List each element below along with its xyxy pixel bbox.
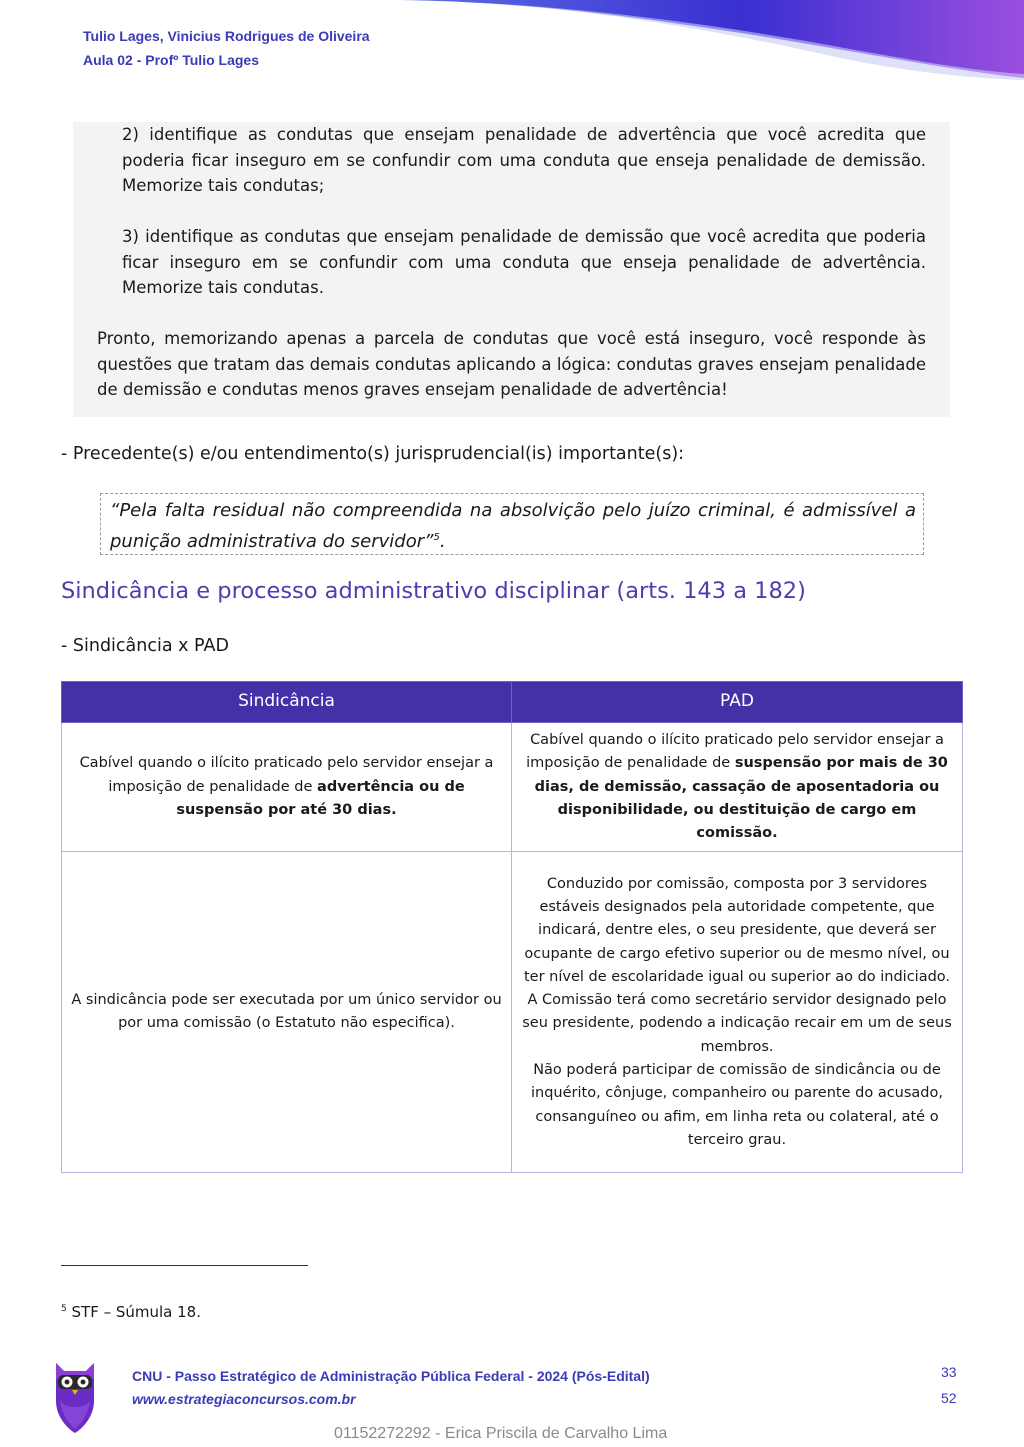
cell-bold-text: suspensão por mais de 30 dias, de demissão, cassação de aposentadoria ou disponibilidade, ou destituição de cargo em comissão. <box>534 755 948 842</box>
footer-site-link[interactable]: www.estrategiaconcursos.com.br <box>132 1391 356 1407</box>
quote-footnote-ref[interactable]: 5 <box>433 532 440 543</box>
header-pad: PAD <box>512 682 963 723</box>
watermark: 01152272292 - Erica Priscila de Carvalho Lima <box>334 1425 668 1442</box>
cell-text: Cabível quando o ilícito praticado pelo servidor ensejar a imposição de penalidade de <box>526 732 944 772</box>
owl-logo-icon <box>52 1357 98 1433</box>
table-header-row <box>62 682 963 723</box>
footnote <box>61 1303 201 1321</box>
footnote-text: STF – Súmula 18. <box>71 1303 201 1321</box>
comparison-table <box>61 681 963 1173</box>
tip-item-2: 2) identifique as condutas que ensejam penalidade de advertência que você acredita que poderia ficar inseguro em se confundir com uma conduta que enseja penalidade de demissão. Memorize tais condutas; <box>122 125 926 195</box>
cell-text: Cabível quando o ilícito praticado pelo servidor ensejar a imposição de penalidade de <box>79 755 494 795</box>
quote-body: “Pela falta residual não compreendida na absolvição pelo juízo criminal, é admissível a punição administrativa do servidor” <box>110 500 916 552</box>
header-authors: Tulio Lages, Vinicius Rodrigues de Oliveira <box>83 28 370 44</box>
footnote-number: 5 <box>61 1304 67 1314</box>
cell-bold-text: advertência ou de suspensão por até 30 dias. <box>176 778 465 818</box>
cell-pad-commission <box>512 852 963 1173</box>
header-sindicancia: Sindicância <box>62 682 512 723</box>
section-title: Sindicância e processo administrativo disciplinar (arts. 143 a 182) <box>61 578 806 604</box>
footer-page-number: 33 <box>941 1364 957 1380</box>
cell-sindicancia-penalty <box>62 723 512 852</box>
tip-item-3: 3) identifique as condutas que ensejam penalidade de demissão que você acredita que poderia ficar inseguro em se confundir com uma conduta que enseja penalidade de advertência. Memorize tais condutas. <box>122 227 926 297</box>
table-row <box>62 852 963 1173</box>
cell-sindicancia-execution: A sindicância pode ser executada por um único servidor ou por uma comissão (o Estatuto não especifica). <box>62 852 512 1173</box>
subsection-title: - Sindicância x PAD <box>61 636 229 656</box>
cell-pad-penalty <box>512 723 963 852</box>
quote-end: . <box>439 531 446 552</box>
footer-page-total: 52 <box>941 1390 957 1406</box>
cell-paragraph: Conduzido por comissão, composta por 3 servidores estáveis designados pela autoridade competente, que indicará, dentre eles, o seu presidente, que deverá ser ocupante de cargo efetivo superior ou de mesmo nível, ou ter nível de escolaridade igual ou superior ao do indiciado. <box>523 875 951 985</box>
cell-paragraph: A Comissão terá como secretário servidor designado pelo seu presidente, podendo a indicação recair em um de seus membros. <box>522 992 952 1055</box>
precedents-label: - Precedente(s) e/ou entendimento(s) jurisprudencial(is) importante(s): <box>61 444 685 464</box>
footer-course-title: CNU - Passo Estratégico de Administração Pública Federal - 2024 (Pós-Edital) <box>132 1368 650 1384</box>
cell-paragraph: Não poderá participar de comissão de sindicância ou de inquérito, cônjuge, companheiro ou parente do acusado, consanguíneo ou afim, em linha reta ou colateral, até o terceiro grau. <box>531 1062 943 1148</box>
table-row <box>62 723 963 852</box>
footnote-divider <box>61 1265 308 1266</box>
quote-text <box>110 497 916 555</box>
header-lesson: Aula 02 - Profº Tulio Lages <box>83 52 259 68</box>
tip-conclusion: Pronto, memorizando apenas a parcela de condutas que você está inseguro, você responde às questões que tratam das demais condutas aplicando a lógica: condutas graves ensejam penalidade de demissão e condutas menos graves ensejam penalidade de advertência! <box>97 329 926 399</box>
